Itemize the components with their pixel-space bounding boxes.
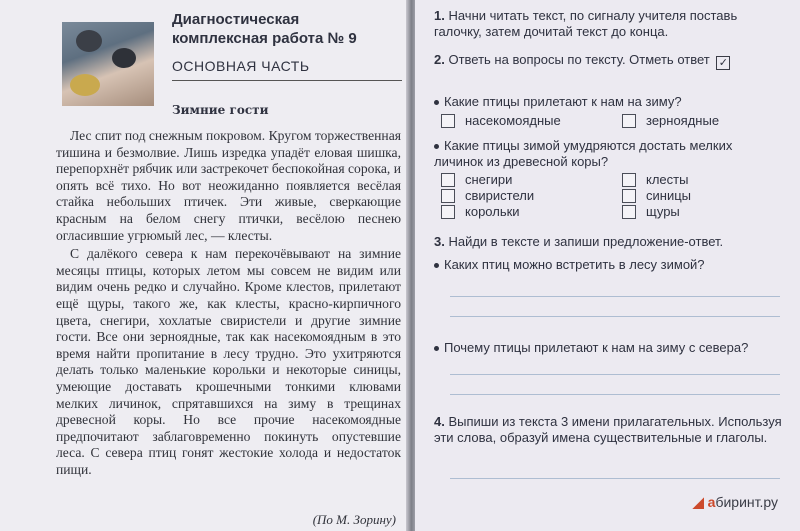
story-source: (По М. Зорину) bbox=[312, 512, 396, 527]
story-text bbox=[56, 128, 401, 478]
bullet-icon bbox=[434, 144, 439, 149]
question-3: 3. Найди в тексте и запиши предложение-ответ. bbox=[434, 234, 724, 249]
question-2a: Какие птицы прилетают к нам на зиму? bbox=[434, 94, 784, 110]
checkbox[interactable] bbox=[441, 114, 455, 128]
story-title: Зимние гости bbox=[172, 103, 269, 117]
question-1: 1. Начни читать текст, по сигналу учителя поставь галочку, затем дочитай текст до конца. bbox=[434, 8, 738, 39]
checkbox[interactable] bbox=[441, 189, 455, 203]
option-tits[interactable]: синицы bbox=[622, 188, 691, 203]
bird-image bbox=[112, 48, 136, 68]
bullet-icon bbox=[434, 263, 439, 268]
checkbox[interactable] bbox=[622, 189, 636, 203]
labirint-logo: ◢ абиринт.ру bbox=[692, 494, 778, 510]
option-insectivores[interactable]: насекомоядные bbox=[441, 113, 561, 128]
story-paragraph: С далёкого севера к нам перекочёвывают на зимние месяцы птицы, которых летом мы совсем не видим или видим очень редко и случайно. Кроме клестов, прилетают ещё щуры, такого же, как клесты, красно-кирпичного цвета, снегири, хохлатые свиристели и другие зимние гости. Все они зерноядные, так как насекомоядным в это время найти пропитание в лесу трудно. Это ухитряются делать только маленькие корольки и некоторые синицы, умеющие доставать крошечными тонкими клювами мелких личинок, спрятавшихся на зиму в трещинах древесной коры. Но все прочие насекомоядные предпочитают заблаговременно покинуть опустевшие леса. С севера птиц гонят жестокие холода и недостаток пищи. bbox=[56, 246, 401, 477]
bird-image bbox=[70, 74, 100, 96]
answer-line[interactable] bbox=[450, 296, 780, 297]
question-3b: Почему птицы прилетают к нам на зиму с севера? bbox=[434, 340, 784, 356]
question-2b: Какие птицы зимой умудряются достать мелких личинок из древесной коры? bbox=[434, 138, 733, 169]
option-grosbeaks[interactable]: щуры bbox=[622, 204, 680, 219]
question-4: 4. Выпиши из текста 3 имени прилагательных. Используя эти слова, образуй имена существительные и глаголы. bbox=[434, 414, 782, 445]
birds-photo bbox=[62, 22, 154, 106]
option-kinglets[interactable]: корольки bbox=[441, 204, 520, 219]
divider bbox=[172, 80, 402, 81]
question-3a: Каких птиц можно встретить в лесу зимой? bbox=[434, 257, 784, 273]
answer-line[interactable] bbox=[450, 478, 780, 479]
checkbox[interactable] bbox=[622, 114, 636, 128]
checkbox[interactable] bbox=[441, 205, 455, 219]
answer-line[interactable] bbox=[450, 374, 780, 375]
bullet-icon bbox=[434, 100, 439, 105]
checkbox[interactable] bbox=[622, 205, 636, 219]
question-2: 2. Ответь на вопросы по тексту. Отметь ответ ✓ bbox=[434, 52, 784, 70]
option-crossbills[interactable]: клесты bbox=[622, 172, 688, 187]
answer-line[interactable] bbox=[450, 394, 780, 395]
answer-line[interactable] bbox=[450, 316, 780, 317]
tick-box: ✓ bbox=[716, 56, 730, 70]
page-title: Диагностическая комплексная работа № 9 bbox=[172, 11, 357, 47]
checkbox[interactable] bbox=[441, 173, 455, 187]
section-heading: ОСНОВНАЯ ЧАСТЬ bbox=[172, 58, 310, 74]
checkbox[interactable] bbox=[622, 173, 636, 187]
option-bullfinches[interactable]: снегири bbox=[441, 172, 512, 187]
bullet-icon bbox=[434, 346, 439, 351]
option-waxwings[interactable]: свиристели bbox=[441, 188, 534, 203]
bird-image bbox=[76, 30, 102, 52]
option-granivores[interactable]: зерноядные bbox=[622, 113, 719, 128]
story-paragraph: Лес спит под снежным покровом. Кругом торжественная тишина и безмолвие. Лишь изредка упадёт еловая шишка, перепорхнёт рябчик или застрекочет беспокойная сорока, и опять всё тихо. Но вот неожиданно появляется весёлая стайка небольших птичек. Эти живые, сверкающие красным на белом снегу птички, весёлою песнею огласившие угрюмый лес, — клесты. bbox=[56, 128, 401, 243]
